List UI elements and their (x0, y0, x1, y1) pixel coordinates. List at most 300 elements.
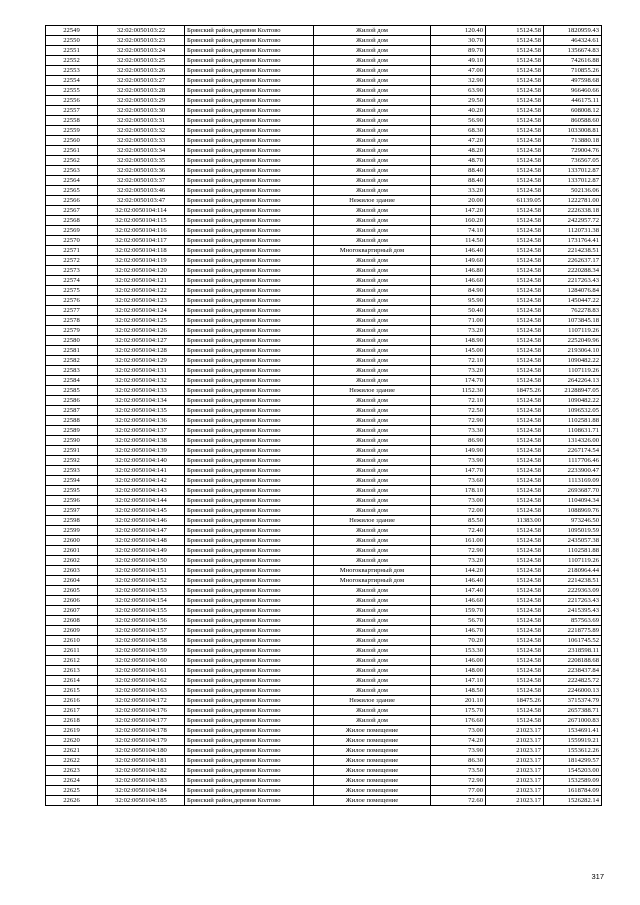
unit-value-cell: 21023.17 (486, 726, 544, 736)
table-row (46, 646, 602, 656)
area-cell: 73.00 (431, 496, 486, 506)
cadastral-value-cell: 608008.12 (544, 106, 602, 116)
object-type-cell: Жилой дом (314, 346, 431, 356)
object-type-cell: Жилой дом (314, 436, 431, 446)
area-cell: 148.50 (431, 686, 486, 696)
unit-value-cell: 15124.58 (486, 186, 544, 196)
table-row (46, 316, 602, 326)
area-cell: 73.90 (431, 456, 486, 466)
cadastral-value-cell: 2229363.09 (544, 586, 602, 596)
cadastral-value-cell: 713880.18 (544, 136, 602, 146)
area-cell: 73.20 (431, 556, 486, 566)
object-type-cell: Жилой дом (314, 296, 431, 306)
address-cell: Брянский район,деревня Колтово (185, 426, 314, 436)
object-type-cell: Жилой дом (314, 716, 431, 726)
unit-value-cell: 15124.58 (486, 316, 544, 326)
cadastral-number-cell: 32:02:0050104:119 (98, 256, 185, 266)
unit-value-cell: 21023.17 (486, 756, 544, 766)
cadastral-number-cell: 32:02:0050104:177 (98, 716, 185, 726)
row-number-cell: 22603 (46, 566, 98, 576)
address-cell: Брянский район,деревня Колтово (185, 526, 314, 536)
area-cell: 147.70 (431, 466, 486, 476)
unit-value-cell: 15124.58 (486, 506, 544, 516)
cadastral-number-cell: 32:02:0050104:134 (98, 396, 185, 406)
unit-value-cell: 15124.58 (486, 146, 544, 156)
address-cell: Брянский район,деревня Колтово (185, 736, 314, 746)
row-number-cell: 22571 (46, 246, 98, 256)
area-cell: 40.20 (431, 106, 486, 116)
table-row (46, 756, 602, 766)
cadastral-number-cell: 32:02:0050103:24 (98, 46, 185, 56)
cadastral-value-cell: 1526282.14 (544, 796, 602, 806)
unit-value-cell: 21023.17 (486, 746, 544, 756)
unit-value-cell: 15124.58 (486, 416, 544, 426)
unit-value-cell: 15124.58 (486, 566, 544, 576)
cadastral-number-cell: 32:02:0050104:143 (98, 486, 185, 496)
address-cell: Брянский район,деревня Колтово (185, 316, 314, 326)
row-number-cell: 22561 (46, 146, 98, 156)
table-row (46, 486, 602, 496)
unit-value-cell: 15124.58 (486, 576, 544, 586)
cadastral-number-cell: 32:02:0050104:153 (98, 586, 185, 596)
cadastral-number-cell: 32:02:0050103:23 (98, 36, 185, 46)
row-number-cell: 22581 (46, 346, 98, 356)
address-cell: Брянский район,деревня Колтово (185, 616, 314, 626)
unit-value-cell: 15124.58 (486, 556, 544, 566)
unit-value-cell: 15124.58 (486, 56, 544, 66)
address-cell: Брянский район,деревня Колтово (185, 366, 314, 376)
object-type-cell: Жилой дом (314, 356, 431, 366)
area-cell: 29.50 (431, 96, 486, 106)
row-number-cell: 22597 (46, 506, 98, 516)
address-cell: Брянский район,деревня Колтово (185, 756, 314, 766)
cadastral-value-cell: 857563.69 (544, 616, 602, 626)
address-cell: Брянский район,деревня Колтово (185, 656, 314, 666)
area-cell: 73.60 (431, 476, 486, 486)
area-cell: 73.20 (431, 366, 486, 376)
address-cell: Брянский район,деревня Колтово (185, 76, 314, 86)
row-number-cell: 22564 (46, 176, 98, 186)
table-row (46, 446, 602, 456)
address-cell: Брянский район,деревня Колтово (185, 136, 314, 146)
area-cell: 84.90 (431, 286, 486, 296)
area-cell: 161.00 (431, 536, 486, 546)
cadastral-value-cell: 1545203.00 (544, 766, 602, 776)
property-register-table (45, 25, 602, 806)
address-cell: Брянский район,деревня Колтово (185, 446, 314, 456)
area-cell: 1152.30 (431, 386, 486, 396)
area-cell: 48.20 (431, 146, 486, 156)
unit-value-cell: 15124.58 (486, 306, 544, 316)
object-type-cell: Многоквартирный дом (314, 576, 431, 586)
unit-value-cell: 15124.58 (486, 366, 544, 376)
object-type-cell: Жилой дом (314, 316, 431, 326)
cadastral-number-cell: 32:02:0050103:29 (98, 96, 185, 106)
area-cell: 73.50 (431, 766, 486, 776)
cadastral-number-cell: 32:02:0050104:149 (98, 546, 185, 556)
row-number-cell: 22587 (46, 406, 98, 416)
unit-value-cell: 15124.58 (486, 286, 544, 296)
cadastral-value-cell: 1337012.87 (544, 176, 602, 186)
table-row (46, 626, 602, 636)
cadastral-number-cell: 32:02:0050104:133 (98, 386, 185, 396)
unit-value-cell: 15124.58 (486, 66, 544, 76)
table-row (46, 536, 602, 546)
cadastral-value-cell: 966460.66 (544, 86, 602, 96)
unit-value-cell: 15124.58 (486, 276, 544, 286)
cadastral-number-cell: 32:02:0050103:35 (98, 156, 185, 166)
area-cell: 63.90 (431, 86, 486, 96)
area-cell: 120.40 (431, 26, 486, 36)
object-type-cell: Жилой дом (314, 326, 431, 336)
table-row (46, 206, 602, 216)
table-row (46, 416, 602, 426)
cadastral-value-cell: 464324.61 (544, 36, 602, 46)
unit-value-cell: 15124.58 (486, 476, 544, 486)
cadastral-number-cell: 32:02:0050104:185 (98, 796, 185, 806)
cadastral-number-cell: 32:02:0050103:31 (98, 116, 185, 126)
unit-value-cell: 15124.58 (486, 236, 544, 246)
address-cell: Брянский район,деревня Колтово (185, 276, 314, 286)
unit-value-cell: 15124.58 (486, 486, 544, 496)
cadastral-value-cell: 1033008.81 (544, 126, 602, 136)
area-cell: 89.70 (431, 46, 486, 56)
object-type-cell: Жилой дом (314, 526, 431, 536)
unit-value-cell: 21023.17 (486, 776, 544, 786)
address-cell: Брянский район,деревня Колтово (185, 696, 314, 706)
area-cell: 149.60 (431, 256, 486, 266)
object-type-cell: Жилой дом (314, 616, 431, 626)
table-row (46, 146, 602, 156)
area-cell: 95.90 (431, 296, 486, 306)
area-cell: 72.60 (431, 796, 486, 806)
table-row (46, 406, 602, 416)
unit-value-cell: 15124.58 (486, 396, 544, 406)
cadastral-value-cell: 2262637.17 (544, 256, 602, 266)
cadastral-number-cell: 32:02:0050104:137 (98, 426, 185, 436)
object-type-cell: Жилой дом (314, 376, 431, 386)
cadastral-value-cell: 1107119.26 (544, 366, 602, 376)
cadastral-number-cell: 32:02:0050104:121 (98, 276, 185, 286)
cadastral-number-cell: 32:02:0050104:162 (98, 676, 185, 686)
area-cell: 148.00 (431, 666, 486, 676)
row-number-cell: 22620 (46, 736, 98, 746)
unit-value-cell: 15124.58 (486, 336, 544, 346)
object-type-cell: Жилой дом (314, 146, 431, 156)
row-number-cell: 22601 (46, 546, 98, 556)
area-cell: 72.50 (431, 406, 486, 416)
row-number-cell: 22559 (46, 126, 98, 136)
row-number-cell: 22552 (46, 56, 98, 66)
table-row (46, 586, 602, 596)
cadastral-value-cell: 2246000.13 (544, 686, 602, 696)
table-row (46, 396, 602, 406)
cadastral-number-cell: 32:02:0050103:36 (98, 166, 185, 176)
cadastral-number-cell: 32:02:0050104:172 (98, 696, 185, 706)
cadastral-value-cell: 2217263.43 (544, 596, 602, 606)
address-cell: Брянский район,деревня Колтово (185, 266, 314, 276)
cadastral-number-cell: 32:02:0050104:180 (98, 746, 185, 756)
row-number-cell: 22562 (46, 156, 98, 166)
object-type-cell: Жилой дом (314, 186, 431, 196)
cadastral-value-cell: 1731764.41 (544, 236, 602, 246)
row-number-cell: 22551 (46, 46, 98, 56)
object-type-cell: Жилой дом (314, 536, 431, 546)
cadastral-number-cell: 32:02:0050104:118 (98, 246, 185, 256)
address-cell: Брянский район,деревня Колтово (185, 456, 314, 466)
unit-value-cell: 15124.58 (486, 586, 544, 596)
object-type-cell: Жилой дом (314, 656, 431, 666)
cadastral-number-cell: 32:02:0050104:179 (98, 736, 185, 746)
area-cell: 74.20 (431, 736, 486, 746)
cadastral-value-cell: 1532589.09 (544, 776, 602, 786)
table-row (46, 136, 602, 146)
unit-value-cell: 15124.58 (486, 686, 544, 696)
table-row (46, 106, 602, 116)
object-type-cell: Жилой дом (314, 26, 431, 36)
address-cell: Брянский район,деревня Колтово (185, 606, 314, 616)
table-row (46, 616, 602, 626)
object-type-cell: Жилой дом (314, 666, 431, 676)
row-number-cell: 22566 (46, 196, 98, 206)
row-number-cell: 22617 (46, 706, 98, 716)
unit-value-cell: 21023.17 (486, 786, 544, 796)
address-cell: Брянский район,деревня Колтово (185, 356, 314, 366)
cadastral-number-cell: 32:02:0050103:26 (98, 66, 185, 76)
address-cell: Брянский район,деревня Колтово (185, 706, 314, 716)
row-number-cell: 22554 (46, 76, 98, 86)
row-number-cell: 22613 (46, 666, 98, 676)
cadastral-number-cell: 32:02:0050103:27 (98, 76, 185, 86)
object-type-cell: Жилое помещение (314, 796, 431, 806)
area-cell: 33.20 (431, 186, 486, 196)
unit-value-cell: 15124.58 (486, 376, 544, 386)
object-type-cell: Жилой дом (314, 276, 431, 286)
address-cell: Брянский район,деревня Колтово (185, 786, 314, 796)
table-row (46, 356, 602, 366)
cadastral-number-cell: 32:02:0050104:116 (98, 226, 185, 236)
address-cell: Брянский район,деревня Колтово (185, 636, 314, 646)
object-type-cell: Жилой дом (314, 636, 431, 646)
table-row (46, 36, 602, 46)
address-cell: Брянский район,деревня Колтово (185, 586, 314, 596)
address-cell: Брянский район,деревня Колтово (185, 496, 314, 506)
row-number-cell: 22590 (46, 436, 98, 446)
unit-value-cell: 21023.17 (486, 766, 544, 776)
object-type-cell: Жилой дом (314, 46, 431, 56)
cadastral-number-cell: 32:02:0050103:47 (98, 196, 185, 206)
cadastral-value-cell: 1073845.18 (544, 316, 602, 326)
cadastral-number-cell: 32:02:0050104:157 (98, 626, 185, 636)
cadastral-number-cell: 32:02:0050104:163 (98, 686, 185, 696)
table-row (46, 426, 602, 436)
cadastral-value-cell: 973246.50 (544, 516, 602, 526)
unit-value-cell: 15124.58 (486, 596, 544, 606)
table-row (46, 26, 602, 36)
row-number-cell: 22626 (46, 796, 98, 806)
page-number: 317 (591, 872, 604, 881)
area-cell: 148.90 (431, 336, 486, 346)
address-cell: Брянский район,деревня Колтово (185, 766, 314, 776)
area-cell: 178.10 (431, 486, 486, 496)
address-cell: Брянский район,деревня Колтово (185, 116, 314, 126)
area-cell: 32.90 (431, 76, 486, 86)
address-cell: Брянский район,деревня Колтово (185, 646, 314, 656)
object-type-cell: Жилой дом (314, 686, 431, 696)
table-row (46, 576, 602, 586)
area-cell: 20.00 (431, 196, 486, 206)
object-type-cell: Жилое помещение (314, 746, 431, 756)
unit-value-cell: 15124.58 (486, 706, 544, 716)
table-row (46, 596, 602, 606)
table-row (46, 666, 602, 676)
area-cell: 146.40 (431, 246, 486, 256)
cadastral-value-cell: 2671000.83 (544, 716, 602, 726)
table-row (46, 736, 602, 746)
area-cell: 72.10 (431, 396, 486, 406)
cadastral-value-cell: 1095019.59 (544, 526, 602, 536)
cadastral-number-cell: 32:02:0050103:28 (98, 86, 185, 96)
row-number-cell: 22549 (46, 26, 98, 36)
row-number-cell: 22596 (46, 496, 98, 506)
row-number-cell: 22618 (46, 716, 98, 726)
cadastral-number-cell: 32:02:0050104:178 (98, 726, 185, 736)
area-cell: 50.40 (431, 306, 486, 316)
unit-value-cell: 21023.17 (486, 796, 544, 806)
table-row (46, 176, 602, 186)
cadastral-number-cell: 32:02:0050103:32 (98, 126, 185, 136)
object-type-cell: Жилой дом (314, 556, 431, 566)
table-row (46, 96, 602, 106)
cadastral-number-cell: 32:02:0050104:152 (98, 576, 185, 586)
row-number-cell: 22578 (46, 316, 98, 326)
unit-value-cell: 15124.58 (486, 406, 544, 416)
address-cell: Брянский район,деревня Колтово (185, 86, 314, 96)
cadastral-value-cell: 1090482.22 (544, 396, 602, 406)
object-type-cell: Жилой дом (314, 76, 431, 86)
cadastral-value-cell: 1534691.41 (544, 726, 602, 736)
table-row (46, 266, 602, 276)
address-cell: Брянский район,деревня Колтово (185, 576, 314, 586)
table-row (46, 186, 602, 196)
unit-value-cell: 15124.58 (486, 296, 544, 306)
area-cell: 56.90 (431, 116, 486, 126)
address-cell: Брянский район,деревня Колтово (185, 146, 314, 156)
area-cell: 147.20 (431, 206, 486, 216)
object-type-cell: Многоквартирный дом (314, 246, 431, 256)
cadastral-value-cell: 2318598.11 (544, 646, 602, 656)
address-cell: Брянский район,деревня Колтово (185, 486, 314, 496)
row-number-cell: 22615 (46, 686, 98, 696)
cadastral-number-cell: 32:02:0050104:147 (98, 526, 185, 536)
object-type-cell: Нежилое здание (314, 516, 431, 526)
object-type-cell: Жилой дом (314, 606, 431, 616)
cadastral-value-cell: 1104094.34 (544, 496, 602, 506)
table-row (46, 496, 602, 506)
address-cell: Брянский район,деревня Колтово (185, 126, 314, 136)
cadastral-value-cell: 1284076.84 (544, 286, 602, 296)
address-cell: Брянский район,деревня Колтово (185, 196, 314, 206)
area-cell: 68.30 (431, 126, 486, 136)
row-number-cell: 22573 (46, 266, 98, 276)
cadastral-value-cell: 2217263.43 (544, 276, 602, 286)
address-cell: Брянский район,деревня Колтово (185, 56, 314, 66)
row-number-cell: 22604 (46, 576, 98, 586)
object-type-cell: Жилой дом (314, 446, 431, 456)
row-number-cell: 22593 (46, 466, 98, 476)
object-type-cell: Жилой дом (314, 306, 431, 316)
cadastral-number-cell: 32:02:0050104:139 (98, 446, 185, 456)
row-number-cell: 22624 (46, 776, 98, 786)
unit-value-cell: 11383.00 (486, 516, 544, 526)
cadastral-value-cell: 2218775.89 (544, 626, 602, 636)
address-cell: Брянский район,деревня Колтово (185, 726, 314, 736)
cadastral-number-cell: 32:02:0050104:122 (98, 286, 185, 296)
row-number-cell: 22560 (46, 136, 98, 146)
cadastral-value-cell: 2238437.84 (544, 666, 602, 676)
cadastral-number-cell: 32:02:0050104:135 (98, 406, 185, 416)
cadastral-value-cell: 1096532.05 (544, 406, 602, 416)
cadastral-number-cell: 32:02:0050104:148 (98, 536, 185, 546)
object-type-cell: Нежилое здание (314, 386, 431, 396)
area-cell: 47.20 (431, 136, 486, 146)
row-number-cell: 22553 (46, 66, 98, 76)
unit-value-cell: 15124.58 (486, 466, 544, 476)
object-type-cell: Жилое помещение (314, 726, 431, 736)
unit-value-cell: 15124.58 (486, 206, 544, 216)
table-row (46, 236, 602, 246)
object-type-cell: Жилой дом (314, 66, 431, 76)
cadastral-value-cell: 1559919.21 (544, 736, 602, 746)
unit-value-cell: 15124.58 (486, 86, 544, 96)
unit-value-cell: 15124.58 (486, 76, 544, 86)
cadastral-value-cell: 1108631.71 (544, 426, 602, 436)
row-number-cell: 22614 (46, 676, 98, 686)
row-number-cell: 22600 (46, 536, 98, 546)
cadastral-value-cell: 1337012.87 (544, 166, 602, 176)
table-body (46, 26, 602, 806)
address-cell: Брянский район,деревня Колтово (185, 796, 314, 806)
address-cell: Брянский район,деревня Колтово (185, 346, 314, 356)
area-cell: 146.00 (431, 656, 486, 666)
area-cell: 47.00 (431, 66, 486, 76)
area-cell: 201.10 (431, 696, 486, 706)
area-cell: 114.50 (431, 236, 486, 246)
address-cell: Брянский район,деревня Колтово (185, 556, 314, 566)
address-cell: Брянский район,деревня Колтово (185, 536, 314, 546)
address-cell: Брянский район,деревня Колтово (185, 566, 314, 576)
area-cell: 77.00 (431, 786, 486, 796)
area-cell: 73.20 (431, 326, 486, 336)
area-cell: 72.90 (431, 776, 486, 786)
unit-value-cell: 15124.58 (486, 716, 544, 726)
object-type-cell: Жилой дом (314, 506, 431, 516)
row-number-cell: 22558 (46, 116, 98, 126)
cadastral-number-cell: 32:02:0050104:161 (98, 666, 185, 676)
cadastral-number-cell: 32:02:0050104:140 (98, 456, 185, 466)
address-cell: Брянский район,деревня Колтово (185, 546, 314, 556)
cadastral-number-cell: 32:02:0050104:141 (98, 466, 185, 476)
row-number-cell: 22623 (46, 766, 98, 776)
area-cell: 74.10 (431, 226, 486, 236)
address-cell: Брянский район,деревня Колтово (185, 246, 314, 256)
cadastral-number-cell: 32:02:0050104:151 (98, 566, 185, 576)
object-type-cell: Жилой дом (314, 216, 431, 226)
cadastral-value-cell: 1117706.46 (544, 456, 602, 466)
row-number-cell: 22605 (46, 586, 98, 596)
object-type-cell: Жилой дом (314, 266, 431, 276)
cadastral-number-cell: 32:02:0050103:46 (98, 186, 185, 196)
